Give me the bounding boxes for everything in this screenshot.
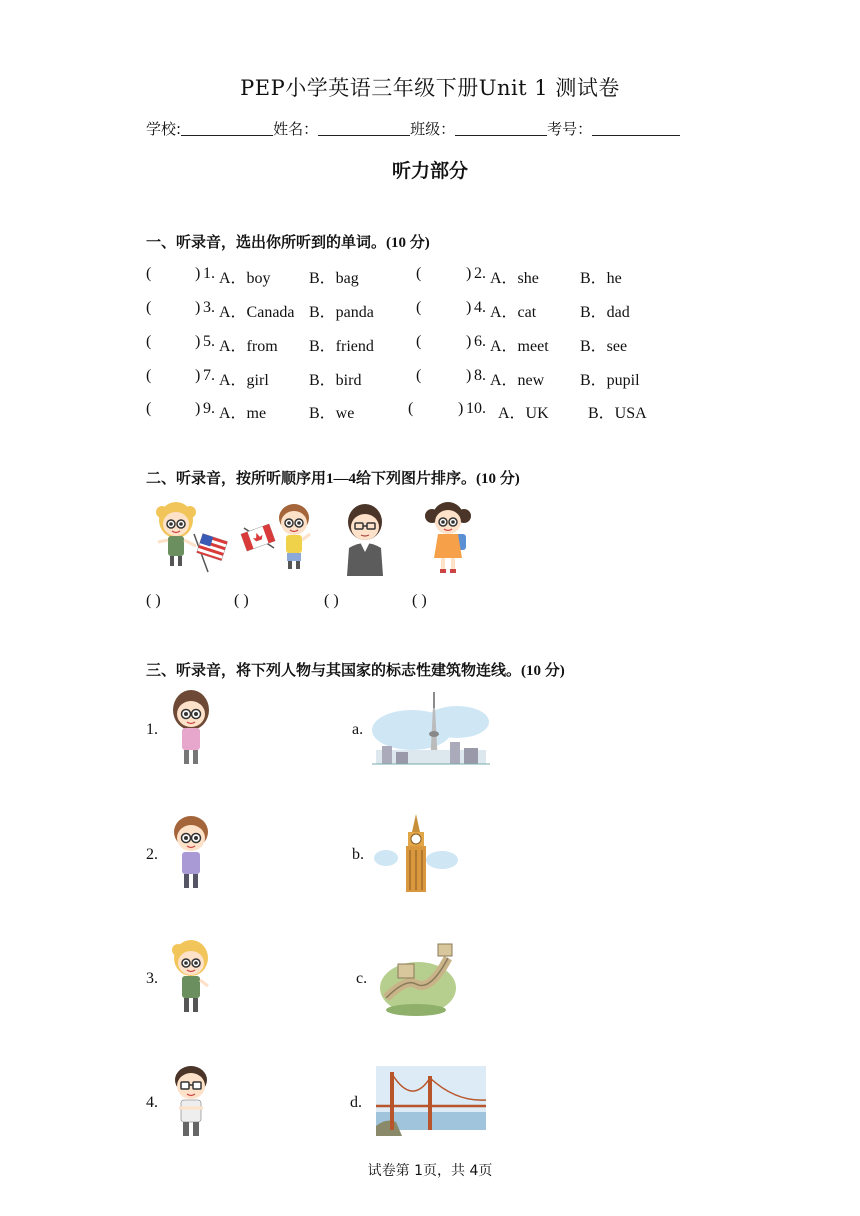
page-footer: 试卷第 1页，共 4页 <box>367 1163 493 1179</box>
q3-heading-text: 三、听录音，将下列人物与其国家的标志性建筑物连线。 <box>146 661 522 679</box>
option-b[interactable]: B．dad <box>580 304 630 321</box>
q2-score: (10 分) <box>476 471 520 487</box>
match-right-label-d: d. <box>350 1094 362 1111</box>
teacher-man-image <box>335 498 395 578</box>
q2-range: 1—4 <box>326 471 357 487</box>
option-a[interactable]: A．she <box>490 270 539 287</box>
match-person-2-image[interactable] <box>166 812 216 894</box>
option-b[interactable]: B．he <box>580 270 622 287</box>
girl-with-usa-flag-image <box>148 498 228 576</box>
option-a[interactable]: A．meet <box>490 338 549 355</box>
option-a[interactable]: A．from <box>219 338 278 355</box>
school-label: 学校: <box>146 120 182 138</box>
q2-heading-text-2: 给下列图片排序。 <box>356 469 477 487</box>
item-number: 2. <box>474 265 486 282</box>
item-number: 8. <box>474 367 486 384</box>
option-b[interactable]: B．panda <box>309 304 374 321</box>
item-number: 7. <box>203 367 215 384</box>
q1-score: (10 分) <box>386 235 430 251</box>
option-b[interactable]: B．bird <box>309 372 362 389</box>
student-info-line <box>146 118 680 139</box>
q2-heading <box>146 467 520 488</box>
answer-paren-close: ) <box>466 299 472 316</box>
match-person-3-image[interactable] <box>166 938 216 1018</box>
name-blank[interactable] <box>318 135 410 136</box>
item-number: 5. <box>203 333 215 350</box>
option-a[interactable]: A．new <box>490 372 545 389</box>
option-b[interactable]: B．bag <box>309 270 359 287</box>
number-blank[interactable] <box>592 135 680 136</box>
answer-paren-open[interactable]: ( <box>146 299 152 316</box>
match-person-4-image[interactable] <box>166 1062 216 1142</box>
big-ben-image[interactable] <box>372 812 460 894</box>
answer-paren-open[interactable]: ( <box>416 265 422 282</box>
cn-tower-image[interactable] <box>372 690 490 768</box>
q2-answer-1[interactable]: ( ) <box>146 592 161 609</box>
answer-paren-open[interactable]: ( <box>416 333 422 350</box>
q3-score: (10 分) <box>521 663 565 679</box>
option-a[interactable]: A．girl <box>219 372 269 389</box>
option-a[interactable]: A．boy <box>219 270 271 287</box>
school-blank[interactable] <box>181 135 273 136</box>
q1-heading <box>146 231 430 252</box>
answer-paren-close: ) <box>466 265 472 282</box>
option-a[interactable]: A．Canada <box>219 304 295 321</box>
answer-paren-close: ) <box>458 400 464 417</box>
section-heading: 听力部分 <box>391 160 468 182</box>
q2-answer-3[interactable]: ( ) <box>324 592 339 609</box>
match-left-label-1: 1. <box>146 721 158 738</box>
answer-paren-open[interactable]: ( <box>146 265 152 282</box>
item-number: 9. <box>203 400 215 417</box>
q2-heading-text: 二、听录音，按所听顺序用 <box>146 469 327 487</box>
item-number: 6. <box>474 333 486 350</box>
option-b[interactable]: B．we <box>309 405 355 422</box>
item-number: 4. <box>474 299 486 316</box>
answer-paren-close: ) <box>195 333 201 350</box>
option-a[interactable]: A．UK <box>498 405 549 422</box>
option-a[interactable]: A．cat <box>490 304 537 321</box>
q2-answer-4[interactable]: ( ) <box>412 592 427 609</box>
item-number: 10. <box>466 400 486 417</box>
option-b[interactable]: B．USA <box>588 405 647 422</box>
answer-paren-open[interactable]: ( <box>416 367 422 384</box>
answer-paren-open[interactable]: ( <box>146 400 152 417</box>
answer-paren-close: ) <box>195 367 201 384</box>
option-a[interactable]: A．me <box>219 405 267 422</box>
option-b[interactable]: B．friend <box>309 338 374 355</box>
answer-paren-open[interactable]: ( <box>416 299 422 316</box>
answer-paren-open[interactable]: ( <box>146 367 152 384</box>
class-label: 班级： <box>410 120 456 138</box>
q1-heading-text: 一、听录音，选出你所听到的单词。 <box>146 233 387 251</box>
golden-gate-bridge-image[interactable] <box>376 1066 486 1138</box>
page-title: PEP小学英语三年级下册Unit 1 测试卷 <box>240 76 620 100</box>
answer-paren-close: ) <box>195 299 201 316</box>
match-right-label-c: c. <box>356 970 368 987</box>
item-number: 1. <box>203 265 215 282</box>
option-b[interactable]: B．pupil <box>580 372 640 389</box>
match-right-label-a: a. <box>352 721 364 738</box>
match-right-label-b: b. <box>352 846 364 863</box>
q2-answer-2[interactable]: ( ) <box>234 592 249 609</box>
answer-paren-open[interactable]: ( <box>408 400 414 417</box>
match-left-label-3: 3. <box>146 970 158 987</box>
number-label: 考号： <box>547 120 593 138</box>
item-number: 3. <box>203 299 215 316</box>
great-wall-image[interactable] <box>376 938 458 1018</box>
match-left-label-2: 2. <box>146 846 158 863</box>
answer-paren-close: ) <box>195 265 201 282</box>
answer-paren-close: ) <box>466 367 472 384</box>
answer-paren-close: ) <box>466 333 472 350</box>
girl-with-backpack-image <box>418 496 478 578</box>
boy-with-canada-flag-image <box>240 498 320 576</box>
match-person-1-image[interactable] <box>164 688 218 770</box>
match-left-label-4: 4. <box>146 1094 158 1111</box>
class-blank[interactable] <box>455 135 547 136</box>
answer-paren-open[interactable]: ( <box>146 333 152 350</box>
name-label: 姓名： <box>273 120 319 138</box>
q3-heading <box>146 659 565 680</box>
option-b[interactable]: B．see <box>580 338 628 355</box>
answer-paren-close: ) <box>195 400 201 417</box>
